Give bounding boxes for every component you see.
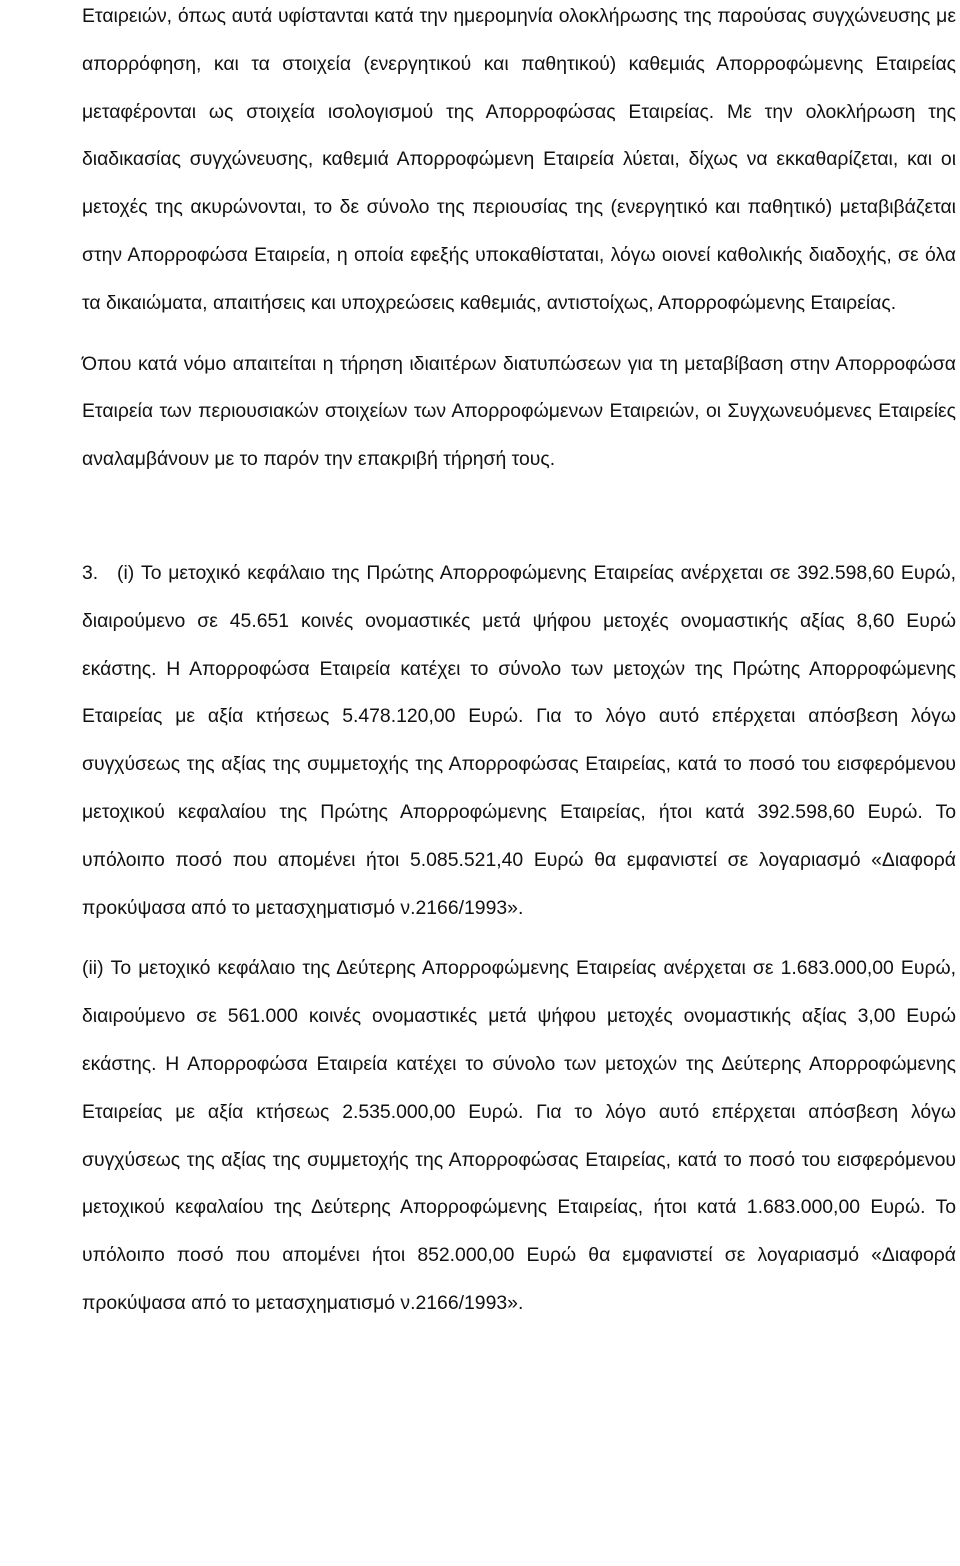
section-number: 3. xyxy=(82,561,99,584)
item-ii-second-absorbed-company-capital: (ii) Το μετοχικό κεφάλαιο της Δεύτερης Απορροφώμενης Εταιρείας ανέρχεται σε 1.683.000,00 Ευρώ, διαιρούμενο σε 561.000 κοινές ονομαστικές μετά ψήφου μετοχές ονομαστικής αξίας 3,00 Ευρώ εκάστης. Η Απορροφώσα Εταιρεία κατέχει το σύνολο των μετοχών της Δεύτερης Απορροφώμενης Εταιρείας με αξία κτήσεως 2.535.000,00 Ευρώ. Για το λόγο αυτό επέρχεται απόσβεση λόγω συγχύσεως της αξίας της συμμετοχής της Απορροφώσας Εταιρείας, κατά το ποσό του εισφερόμενου μετοχικού κεφαλαίου της Δεύτερης Απορροφώμενης Εταιρείας, ήτοι κατά 1.683.000,00 Ευρώ. Το υπόλοιπο ποσό που απομένει ήτοι 852.000,00 Ευρώ θα εμφανιστεί σε λογαριασμό «Διαφορά προκύψασα από το μετασχηματισμό ν.2166/1993». xyxy=(82,957,956,1314)
paragraph-transfer-formalities: Όπου κατά νόμο απαιτείται η τήρηση ιδιαιτέρων διατυπώσεων για τη μεταβίβαση στην Απορροφώσα Εταιρεία των περιουσιακών στοιχείων των Απορροφώμενων Εταιρειών, οι Συγχωνευόμενες Εταιρείες αναλαμβάνουν με το παρόν την επακριβή τήρησή τους. xyxy=(82,352,956,471)
section-3 xyxy=(82,550,956,1328)
paragraph-merger-effects: Εταιρειών, όπως αυτά υφίστανται κατά την ημερομηνία ολοκλήρωσης της παρούσας συγχώνευσης με απορρόφηση, και τα στοιχεία (ενεργητικού και παθητικού) καθεμιάς Απορροφώμενης Εταιρείας μεταφέρονται ως στοιχεία ισολογισμού της Απορροφώσας Εταιρείας. Με την ολοκλήρωση της διαδικασίας συγχώνευσης, καθεμιά Απορροφώμενη Εταιρεία λύεται, δίχως να εκκαθαρίζεται, και οι μετοχές της ακυρώνονται, το δε σύνολο της περιουσίας της (ενεργητικό και παθητικό) μεταβιβάζεται στην Απορροφώσα Εταιρεία, η οποία εφεξής υποκαθίσταται, λόγω οιονεί καθολικής διαδοχής, σε όλα τα δικαιώματα, απαιτήσεις και υποχρεώσεις καθεμιάς, αντιστοίχως, Απορροφώμενης Εταιρείας. xyxy=(82,5,956,314)
item-i-first-absorbed-company-capital: (i) Το μετοχικό κεφάλαιο της Πρώτης Απορροφώμενης Εταιρείας ανέρχεται σε 392.598,60 Ευρώ, διαιρούμενο σε 45.651 κοινές ονομαστικές μετά ψήφου μετοχές ονομαστικής αξίας 8,60 Ευρώ εκάστης. Η Απορροφώσα Εταιρεία κατέχει το σύνολο των μετοχών της Πρώτης Απορροφώμενης Εταιρείας με αξία κτήσεως 5.478.120,00 Ευρώ. Για το λόγο αυτό επέρχεται απόσβεση λόγω συγχύσεως της αξίας της συμμετοχής της Απορροφώσας Εταιρείας, κατά το ποσό του εισφερόμενου μετοχικού κεφαλαίου της Πρώτης Απορροφώμενης Εταιρείας, ήτοι κατά 392.598,60 Ευρώ. Το υπόλοιπο ποσό που απομένει ήτοι 5.085.521,40 Ευρώ θα εμφανιστεί σε λογαριασμό «Διαφορά προκύψασα από το μετασχηματισμό ν.2166/1993». xyxy=(82,561,956,919)
